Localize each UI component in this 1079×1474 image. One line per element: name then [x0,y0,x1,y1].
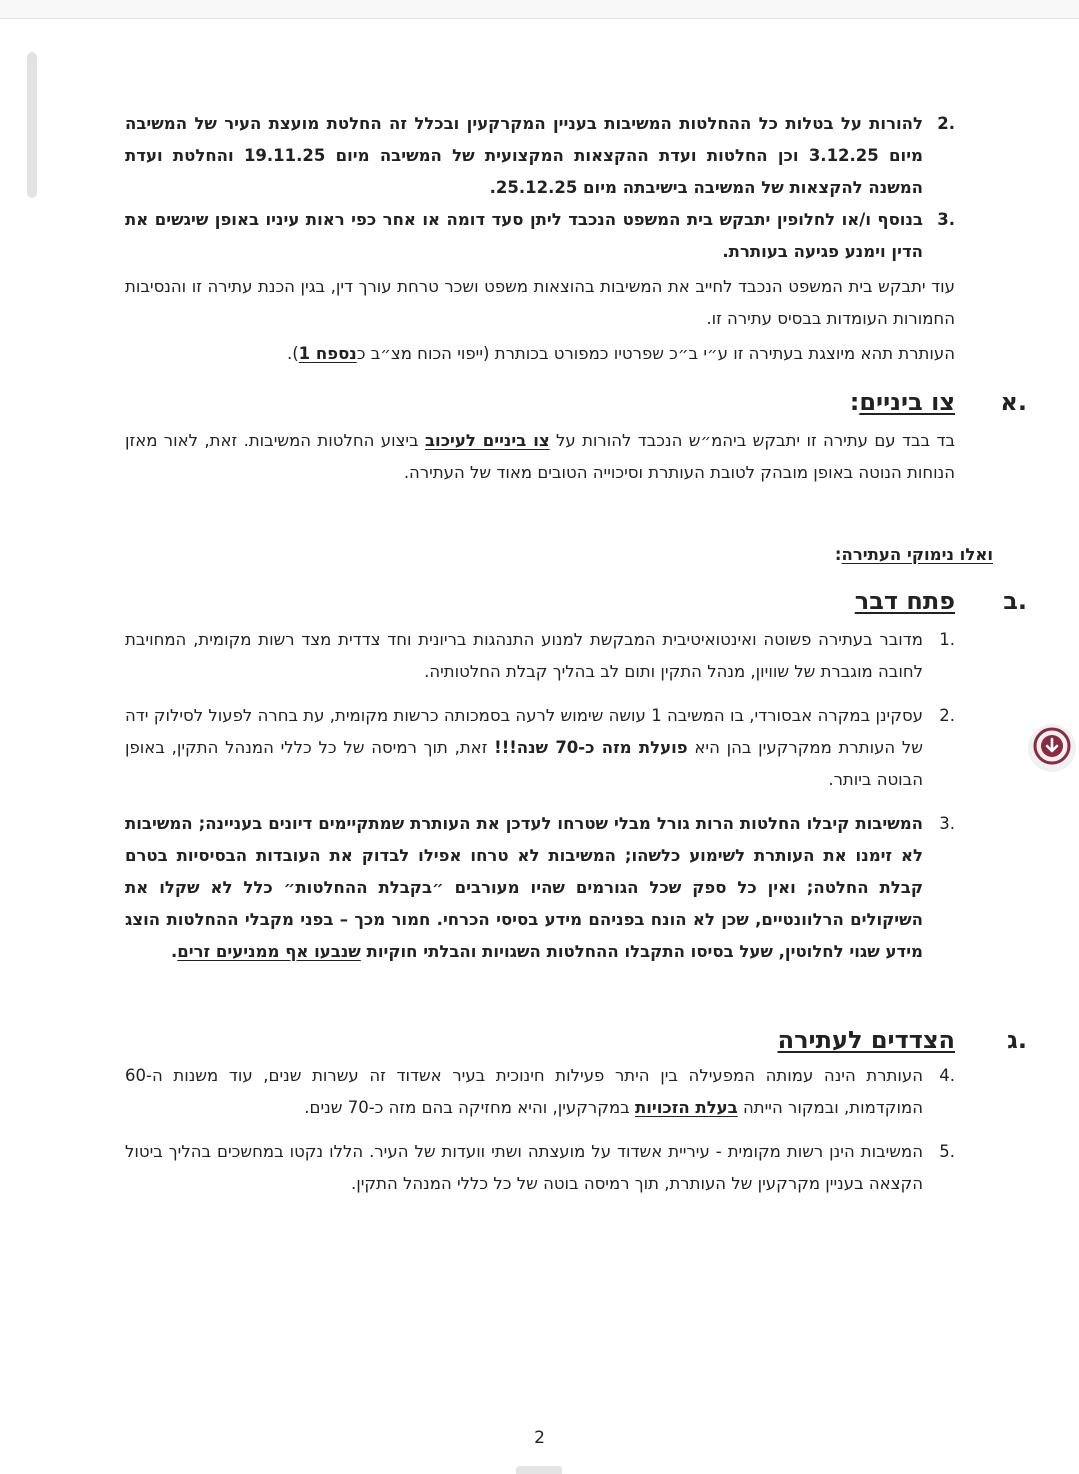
section-title [850,382,955,422]
section-title-suffix: : [849,388,860,416]
section-title [855,581,955,621]
ground-item-text-start: המשיבות קיבלו החלטות הרות גורל מבלי שטרחו לעדכן את העותרת שמתקיימים דיונים בעניינה; המשיבות לא זימנו את העותרת לשימוע כלשהו; המשיבות לא טרחו אפילו לבדוק את העובדות הבסיסיות בטרם קבלת החלטה; ואין כל ספק שכל הגורמים שהיו מעורבים ״בקבלת ההחלטות״ כלל לא שקלו את השיקולים הרלוונטיים, שכן לא הונח בפניהם מידע בסיסי הכרחי. חמור מכך – בפני מקבלי ההחלטות הוצג מידע שגוי לחלוטין, שעל בסיסו התקבלו ההחלטות השגויות והבלתי חוקיות [125,814,923,961]
grounds-heading-suffix: : [834,545,842,564]
section-title-text: צו ביניים [859,388,955,416]
top-toolbar-strip [0,0,1079,19]
party-item-text: המשיבות הינן רשות מקומית - עיריית אשדוד על מועצתה ושתי וועדות של העיר. הללו נקטו במחשכים בהליך ביטול הקצאה בעניין מקרקעין של העותרת, תוך רמיסה בוטה של כל כללי המנהל התקין. [125,1142,923,1193]
party-item-5 [125,1136,955,1200]
section-letter: .ב [1003,587,1027,615]
relief-item-text: בנוסף ו/או לחלופין יתבקש בית המשפט הנכבד ליתן סעד דומה או אחר כפי ראות עיניו באופן שיגשים את הדין וימנע פגיעה בעותרת. [125,210,923,261]
grounds-heading [125,539,993,571]
interim-order-text: בד בבד עם עתירה זו יתבקש ביהמ״ש הנכבד להורות על [549,431,955,450]
rights-holder-emphasis: בעלת הזכויות [634,1098,738,1117]
ground-item-text [125,700,923,796]
representation-paragraph [125,338,955,370]
section-letter: .ג [1007,1026,1027,1054]
costs-paragraph: עוד יתבקש בית המשפט הנכבד לחייב את המשיבות בהוצאות משפט ושכר טרחת עורך דין, בגין הכנת עתירה זו והנסיבות החמורות העומדות בבסיס עתירה זו. [125,277,955,328]
representation-text-end: ). [286,344,299,363]
item-number: .2 [937,114,955,133]
party-item-text-end: במקרקעין, והיא מחזיקה בהם מזה כ-70 שנים. [304,1098,635,1117]
party-item-4 [125,1060,955,1124]
section-c-heading [125,1020,1027,1060]
ground-item-emphasis: פועלת מזה כ-70 שנה!!! [494,738,688,757]
item-number: .3 [939,814,955,833]
grounds-heading-text: ואלו נימוקי העתירה [841,545,993,564]
ground-item-text-start: עסקינן במקרה אבסורדי, בו המשיבה 1 עושה שימוש לרעה בסמכותה כרשות מקומית, עת בחרה לפעול לסילוק ידה של העותרת ממקרקעין בהן היא [125,706,923,757]
bottom-handle[interactable] [516,1466,562,1474]
section-title-text: פתח דבר [854,587,955,615]
section-letter: .א [1000,388,1027,416]
arrow-down-circle-icon [1032,726,1072,770]
item-number: .5 [939,1142,955,1161]
relief-item-2 [125,108,955,204]
scroll-down-button[interactable] [1028,724,1076,772]
item-number: .3 [937,210,955,229]
document-page [125,108,1027,1200]
representation-text: העותרת תהא מיוצגת בעתירה זו ע״י ב״כ שפרטיו כמפורט בכותרת (ייפוי הכוח מצ״ב כ [356,344,955,363]
party-item-text-start: העותרת הינה עמותה המפעילה בין היתר פעילות חינוכית בעיר אשדוד זה עשרות שנים, עוד משנות ה-60 המוקדמות, ובמקור הייתה [125,1066,923,1117]
ground-item-underlined: שנבעו אף ממניעים זרים [177,942,361,961]
item-number: .1 [939,630,955,649]
item-number: .2 [939,706,955,725]
vertical-scrollbar[interactable] [27,52,37,198]
interim-order-emphasis: צו ביניים לעיכוב [424,431,550,450]
appendix-1-link[interactable]: נספח 1 [298,344,357,363]
section-title-text: הצדדים לעתירה [777,1026,955,1054]
ground-item-text-end: . [171,942,178,961]
page-number: 2 [534,1428,545,1448]
item-number: .4 [939,1066,955,1085]
section-a-heading [125,382,1027,422]
ground-item-text-end: זאת, תוך רמיסה של כל כללי המנהל התקין, באופן הבוטה ביותר. [125,738,923,789]
ground-item-1 [125,624,955,688]
ground-item-text: מדובר בעתירה פשוטה ואינטואיטיבית המבקשת למנוע התנהגות בריונית וחד צדדית מצד רשות מקומית, המחויבת לחובה מוגברת של שוויון, מנהל התקין ותום לב בהליך קבלת החלטותיה. [125,630,923,681]
section-title [778,1020,955,1060]
interim-order-paragraph [125,425,955,489]
interim-order-text-end: ביצוע החלטות המשיבות. זאת, לאור מאזן הנוחות הנוטה באופן מובהק לטובת העותרת וסיכוייה הטובים מאוד של העתירה. [125,431,955,482]
relief-item-text: להורות על בטלות כל ההחלטות המשיבות בעניין המקרקעין ובכלל זה החלטת מועצת העיר של המשיבה מיום 3.12.25 וכן החלטות ועדת ההקצאות המקצועית של המשיבה מיום 19.11.25 והחלטת ועדת המשנה להקצאות של המשיבה בישיבתה מיום 25.12.25. [125,114,923,197]
section-b-heading [125,581,1027,621]
party-item-text [125,1060,923,1124]
ground-item-3 [125,808,955,968]
ground-item-2 [125,700,955,796]
relief-item-3 [125,204,955,268]
ground-item-text [125,808,923,968]
